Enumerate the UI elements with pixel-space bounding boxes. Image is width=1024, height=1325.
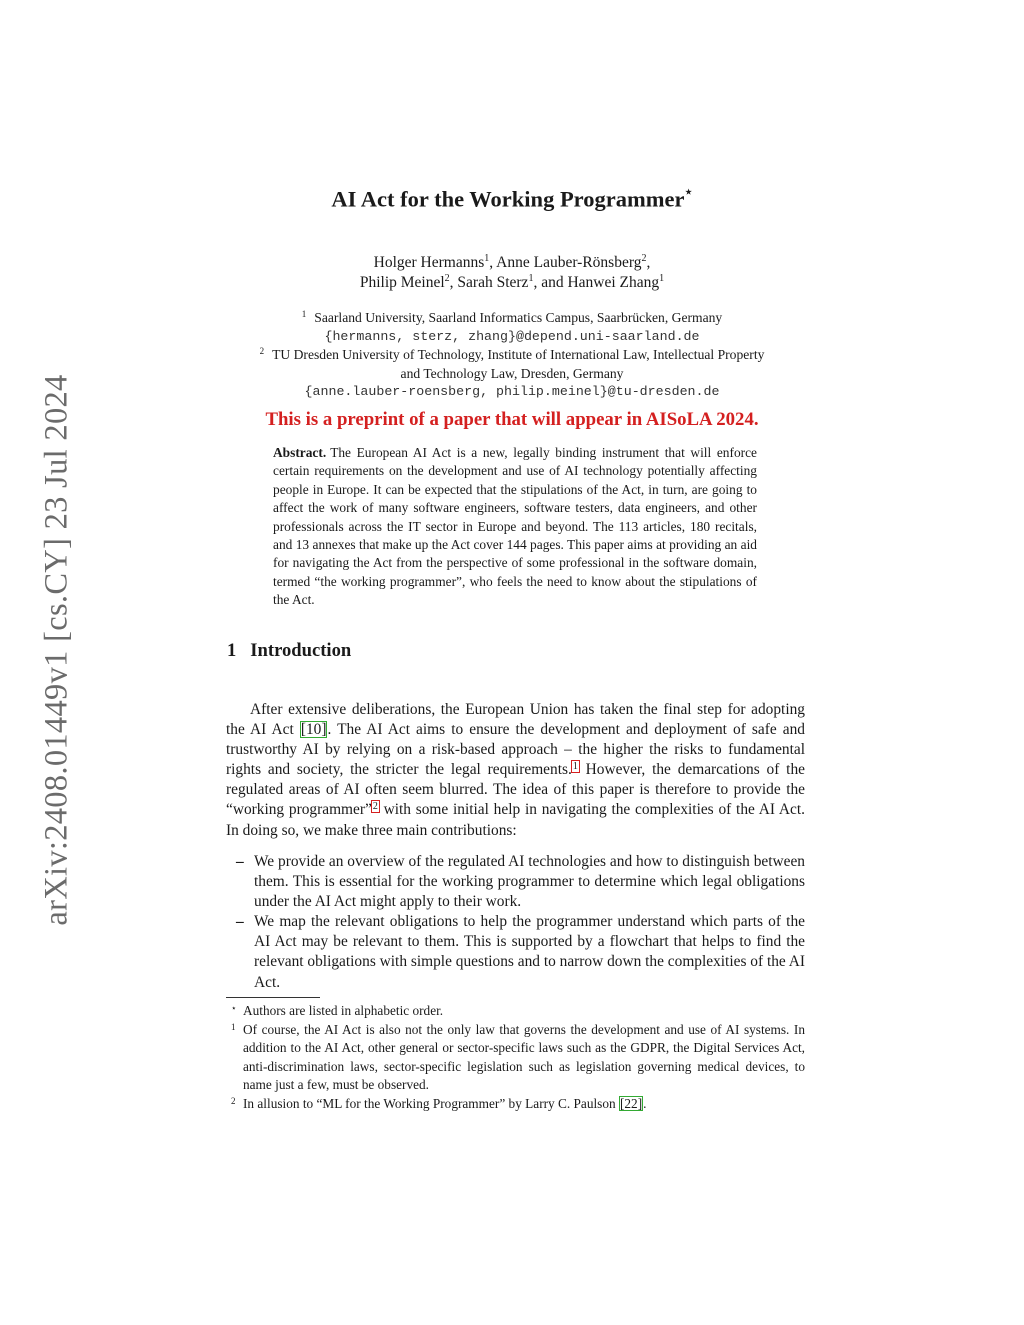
section-heading bbox=[227, 640, 351, 662]
contribution-list bbox=[226, 852, 805, 993]
author-affiliation-mark: 1 bbox=[484, 253, 490, 264]
author-separator: , and bbox=[533, 274, 568, 291]
bullet-dash: – bbox=[236, 913, 244, 931]
author-separator: , bbox=[449, 274, 458, 291]
footnote-text: Of course, the AI Act is also not the only law that governs the development and use of AI systems. In addition to the AI Act, other general or sector-specific laws such as the GDPR, the Digital Services Act, anti-discrimination laws, sector-specific legislation such as legislation governing medical devices, to name just a few, must be observed. bbox=[243, 1021, 805, 1092]
footnote-mark: 2 bbox=[231, 1095, 236, 1106]
footnote-1 bbox=[226, 1021, 805, 1095]
author-name: Sarah Sterz bbox=[457, 274, 529, 291]
abstract bbox=[273, 444, 757, 610]
affiliation-1 bbox=[0, 309, 1024, 328]
paper-title-text: AI Act for the Working Programmer bbox=[331, 186, 685, 212]
affiliation-2-continued: and Technology Law, Dresden, Germany bbox=[400, 365, 624, 381]
intro-text: After extensive deliberations, the European Union has taken the final step for adopting the AI Act bbox=[226, 701, 805, 739]
citation-link[interactable]: [10] bbox=[300, 721, 327, 739]
intro-text: . The AI Act aims to ensure the development and deployment of safe and trustworthy AI by relying on a risk-based approach – the higher the risks to fundamental rights and society, the stricter the legal requirements. bbox=[226, 721, 805, 779]
author-name: Philip Meinel bbox=[359, 274, 445, 291]
author-affiliation-mark: 1 bbox=[659, 273, 665, 284]
affiliations bbox=[0, 309, 1024, 402]
footnote-2 bbox=[226, 1095, 805, 1114]
author-affiliation-mark: 1 bbox=[528, 273, 534, 284]
footnote-text: . bbox=[643, 1095, 647, 1111]
section-number: 1 bbox=[227, 640, 237, 661]
footnote-link[interactable]: 1 bbox=[572, 761, 578, 773]
author-affiliation-mark: 2 bbox=[444, 273, 450, 284]
affiliation-number: 2 bbox=[259, 346, 265, 357]
footnote-text: In allusion to “ML for the Working Programmer” by Larry C. Paulson bbox=[243, 1095, 619, 1111]
footnote-divider bbox=[226, 997, 320, 998]
footnote-link[interactable]: 2 bbox=[372, 801, 378, 813]
author-name: Anne Lauber-Rönsberg bbox=[496, 254, 642, 271]
abstract-label: Abstract. bbox=[273, 445, 327, 460]
affiliation-number: 1 bbox=[301, 309, 307, 319]
footnote-text: Authors are listed in alphabetic order. bbox=[243, 1003, 444, 1018]
affiliation-text: TU Dresden University of Technology, Institute of International Law, Intellectual Property bbox=[272, 347, 765, 363]
affiliation-2-email[interactable]: {anne.lauber-roensberg, philip.meinel}@tu-dresden.de bbox=[304, 384, 720, 400]
affiliation-2 bbox=[0, 346, 1024, 365]
citation-link[interactable]: [22] bbox=[619, 1095, 643, 1111]
footnote-star bbox=[226, 1002, 805, 1021]
bullet-dash: – bbox=[236, 853, 244, 870]
author-separator: , bbox=[489, 254, 497, 271]
arxiv-identifier-stamp: arXiv:2408.01449v1 [cs.CY] 23 Jul 2024 bbox=[38, 374, 75, 926]
author-name: Holger Hermanns bbox=[373, 254, 485, 271]
intro-text: However, the demarcations of the regulated areas of AI often seem blurred. The idea of this paper is therefore to provide the “working programmer” bbox=[226, 761, 805, 819]
list-item bbox=[226, 912, 805, 992]
intro-text: with some initial help in navigating the complexities of the AI Act. In doing so, we make three main contributions: bbox=[226, 801, 806, 839]
footnote-mark: ⋆ bbox=[231, 1003, 237, 1013]
intro-paragraph bbox=[226, 700, 805, 841]
author-list bbox=[0, 253, 1024, 293]
list-item-text: We provide an overview of the regulated AI technologies and how to distinguish between them. This is essential for the working programmer to determine which legal obligations under the AI Act might apply to their work. bbox=[254, 853, 805, 911]
title-footnote-mark: ⋆ bbox=[684, 184, 693, 199]
author-separator: , bbox=[646, 254, 651, 271]
list-item bbox=[226, 852, 805, 912]
affiliation-text: Saarland University, Saarland Informatics Campus, Saarbrücken, Germany bbox=[314, 310, 723, 325]
footnote-mark: 1 bbox=[231, 1021, 236, 1032]
abstract-text: The European AI Act is a new, legally binding instrument that will enforce certain requirements on the development and use of AI technology potentially affecting people in Europe. It can be expected that the stipulations of the Act, in turn, are going to affect the work of many software engineers, software testers, data engineers, and other professionals across the IT sector in Europe and beyond. The 113 articles, 180 recitals, and 13 annexes that make up the Act cover 144 pages. This paper aims at providing an aid for navigating the Act from the perspective of some professional in the software domain, termed “the working programmer”, who feels the need to know about the stipulations of the Act. bbox=[273, 445, 757, 608]
paper-title bbox=[0, 186, 1024, 213]
section-title: Introduction bbox=[250, 640, 352, 661]
author-name: Hanwei Zhang bbox=[567, 274, 660, 291]
footnotes bbox=[226, 1002, 805, 1113]
author-affiliation-mark: 2 bbox=[641, 253, 647, 264]
list-item-text: We map the relevant obligations to help the programmer understand which parts of the AI Act may be relevant to them. This is supported by a flowchart that helps to find the relevant obligations with simple questions and to narrow down the complexities of the AI Act. bbox=[254, 913, 805, 991]
affiliation-1-email[interactable]: {hermanns, sterz, zhang}@depend.uni-saarland.de bbox=[324, 328, 700, 344]
preprint-notice: This is a preprint of a paper that will appear in AISoLA 2024. bbox=[265, 409, 759, 430]
